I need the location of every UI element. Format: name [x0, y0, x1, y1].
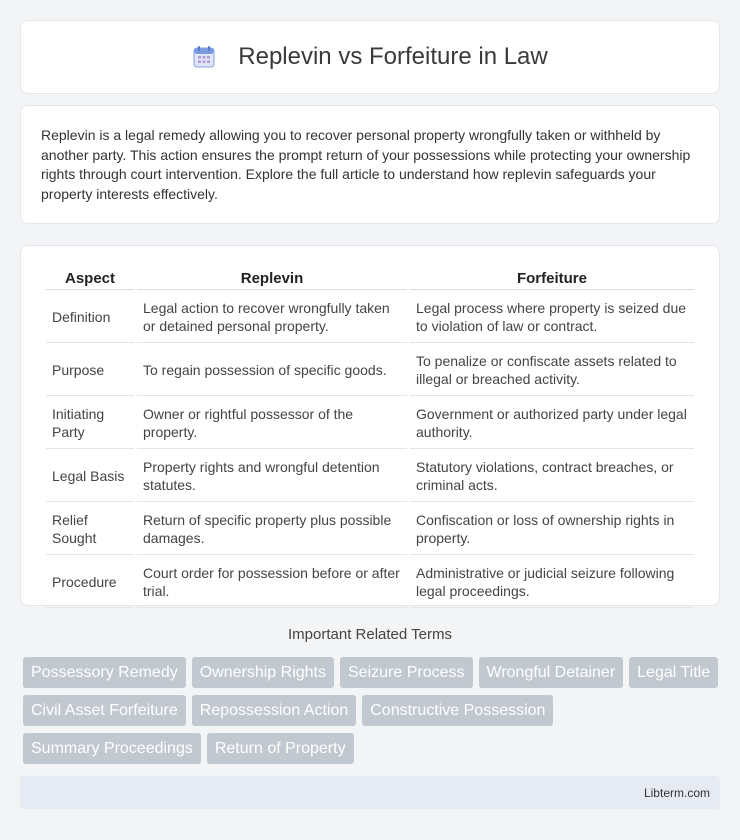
forfeiture-cell: Statutory violations, contract breaches, or criminal acts. [410, 451, 694, 502]
related-term-tag[interactable]: Return of Property [207, 733, 354, 764]
table-header-row [46, 266, 694, 290]
calendar-icon [192, 45, 216, 69]
forfeiture-cell: Confiscation or loss of ownership rights in property. [410, 504, 694, 555]
header-card [20, 20, 720, 94]
intro-text: Replevin is a legal remedy allowing you to recover personal property wrongfully taken or withheld by another party. This action ensures the prompt return of your possessions while protecting your ownership rights through court intervention. Explore the full article to understand how replevin safeguards your property interests effectively. [41, 127, 691, 202]
related-term-tag[interactable]: Constructive Possession [362, 695, 553, 726]
comparison-table [43, 264, 697, 610]
table-row [46, 398, 694, 449]
replevin-cell: Property rights and wrongful detention statutes. [137, 451, 407, 502]
aspect-cell: Initiating Party [46, 398, 134, 449]
page-title: Replevin vs Forfeiture in Law [238, 43, 548, 70]
related-term-tag[interactable]: Legal Title [629, 657, 718, 688]
forfeiture-cell: Administrative or judicial seizure following legal proceedings. [410, 557, 694, 608]
header-replevin: Replevin [137, 266, 407, 290]
related-term-tag[interactable]: Seizure Process [340, 657, 473, 688]
header-aspect: Aspect [46, 266, 134, 290]
related-term-tag[interactable]: Ownership Rights [192, 657, 334, 688]
header-forfeiture: Forfeiture [410, 266, 694, 290]
table-row [46, 292, 694, 343]
title-wrap [192, 43, 547, 71]
related-term-tag[interactable]: Possessory Remedy [23, 657, 186, 688]
related-term-tag[interactable]: Civil Asset Forfeiture [23, 695, 186, 726]
related-term-tag[interactable]: Summary Proceedings [23, 733, 201, 764]
table-row [46, 345, 694, 396]
replevin-cell: Return of specific property plus possible damages. [137, 504, 407, 555]
related-terms-list [23, 657, 723, 764]
footer-site-link[interactable]: Libterm.com [643, 785, 710, 800]
aspect-cell: Purpose [46, 345, 134, 396]
table-row [46, 451, 694, 502]
related-term-tag[interactable]: Repossession Action [192, 695, 357, 726]
replevin-cell: To regain possession of specific goods. [137, 345, 407, 396]
replevin-cell: Legal action to recover wrongfully taken or detained personal property. [137, 292, 407, 343]
related-terms-heading: Important Related Terms [288, 626, 452, 643]
aspect-cell: Definition [46, 292, 134, 343]
table-row [46, 504, 694, 555]
aspect-cell: Legal Basis [46, 451, 134, 502]
forfeiture-cell: To penalize or confiscate assets related to illegal or breached activity. [410, 345, 694, 396]
replevin-cell: Court order for possession before or after trial. [137, 557, 407, 608]
related-term-tag[interactable]: Wrongful Detainer [479, 657, 624, 688]
footer [20, 776, 720, 809]
forfeiture-cell: Legal process where property is seized due to violation of law or contract. [410, 292, 694, 343]
forfeiture-cell: Government or authorized party under legal authority. [410, 398, 694, 449]
aspect-cell: Procedure [46, 557, 134, 608]
table-row [46, 557, 694, 608]
aspect-cell: Relief Sought [46, 504, 134, 555]
replevin-cell: Owner or rightful possessor of the property. [137, 398, 407, 449]
intro-card [20, 105, 720, 224]
comparison-table-card [20, 245, 720, 606]
